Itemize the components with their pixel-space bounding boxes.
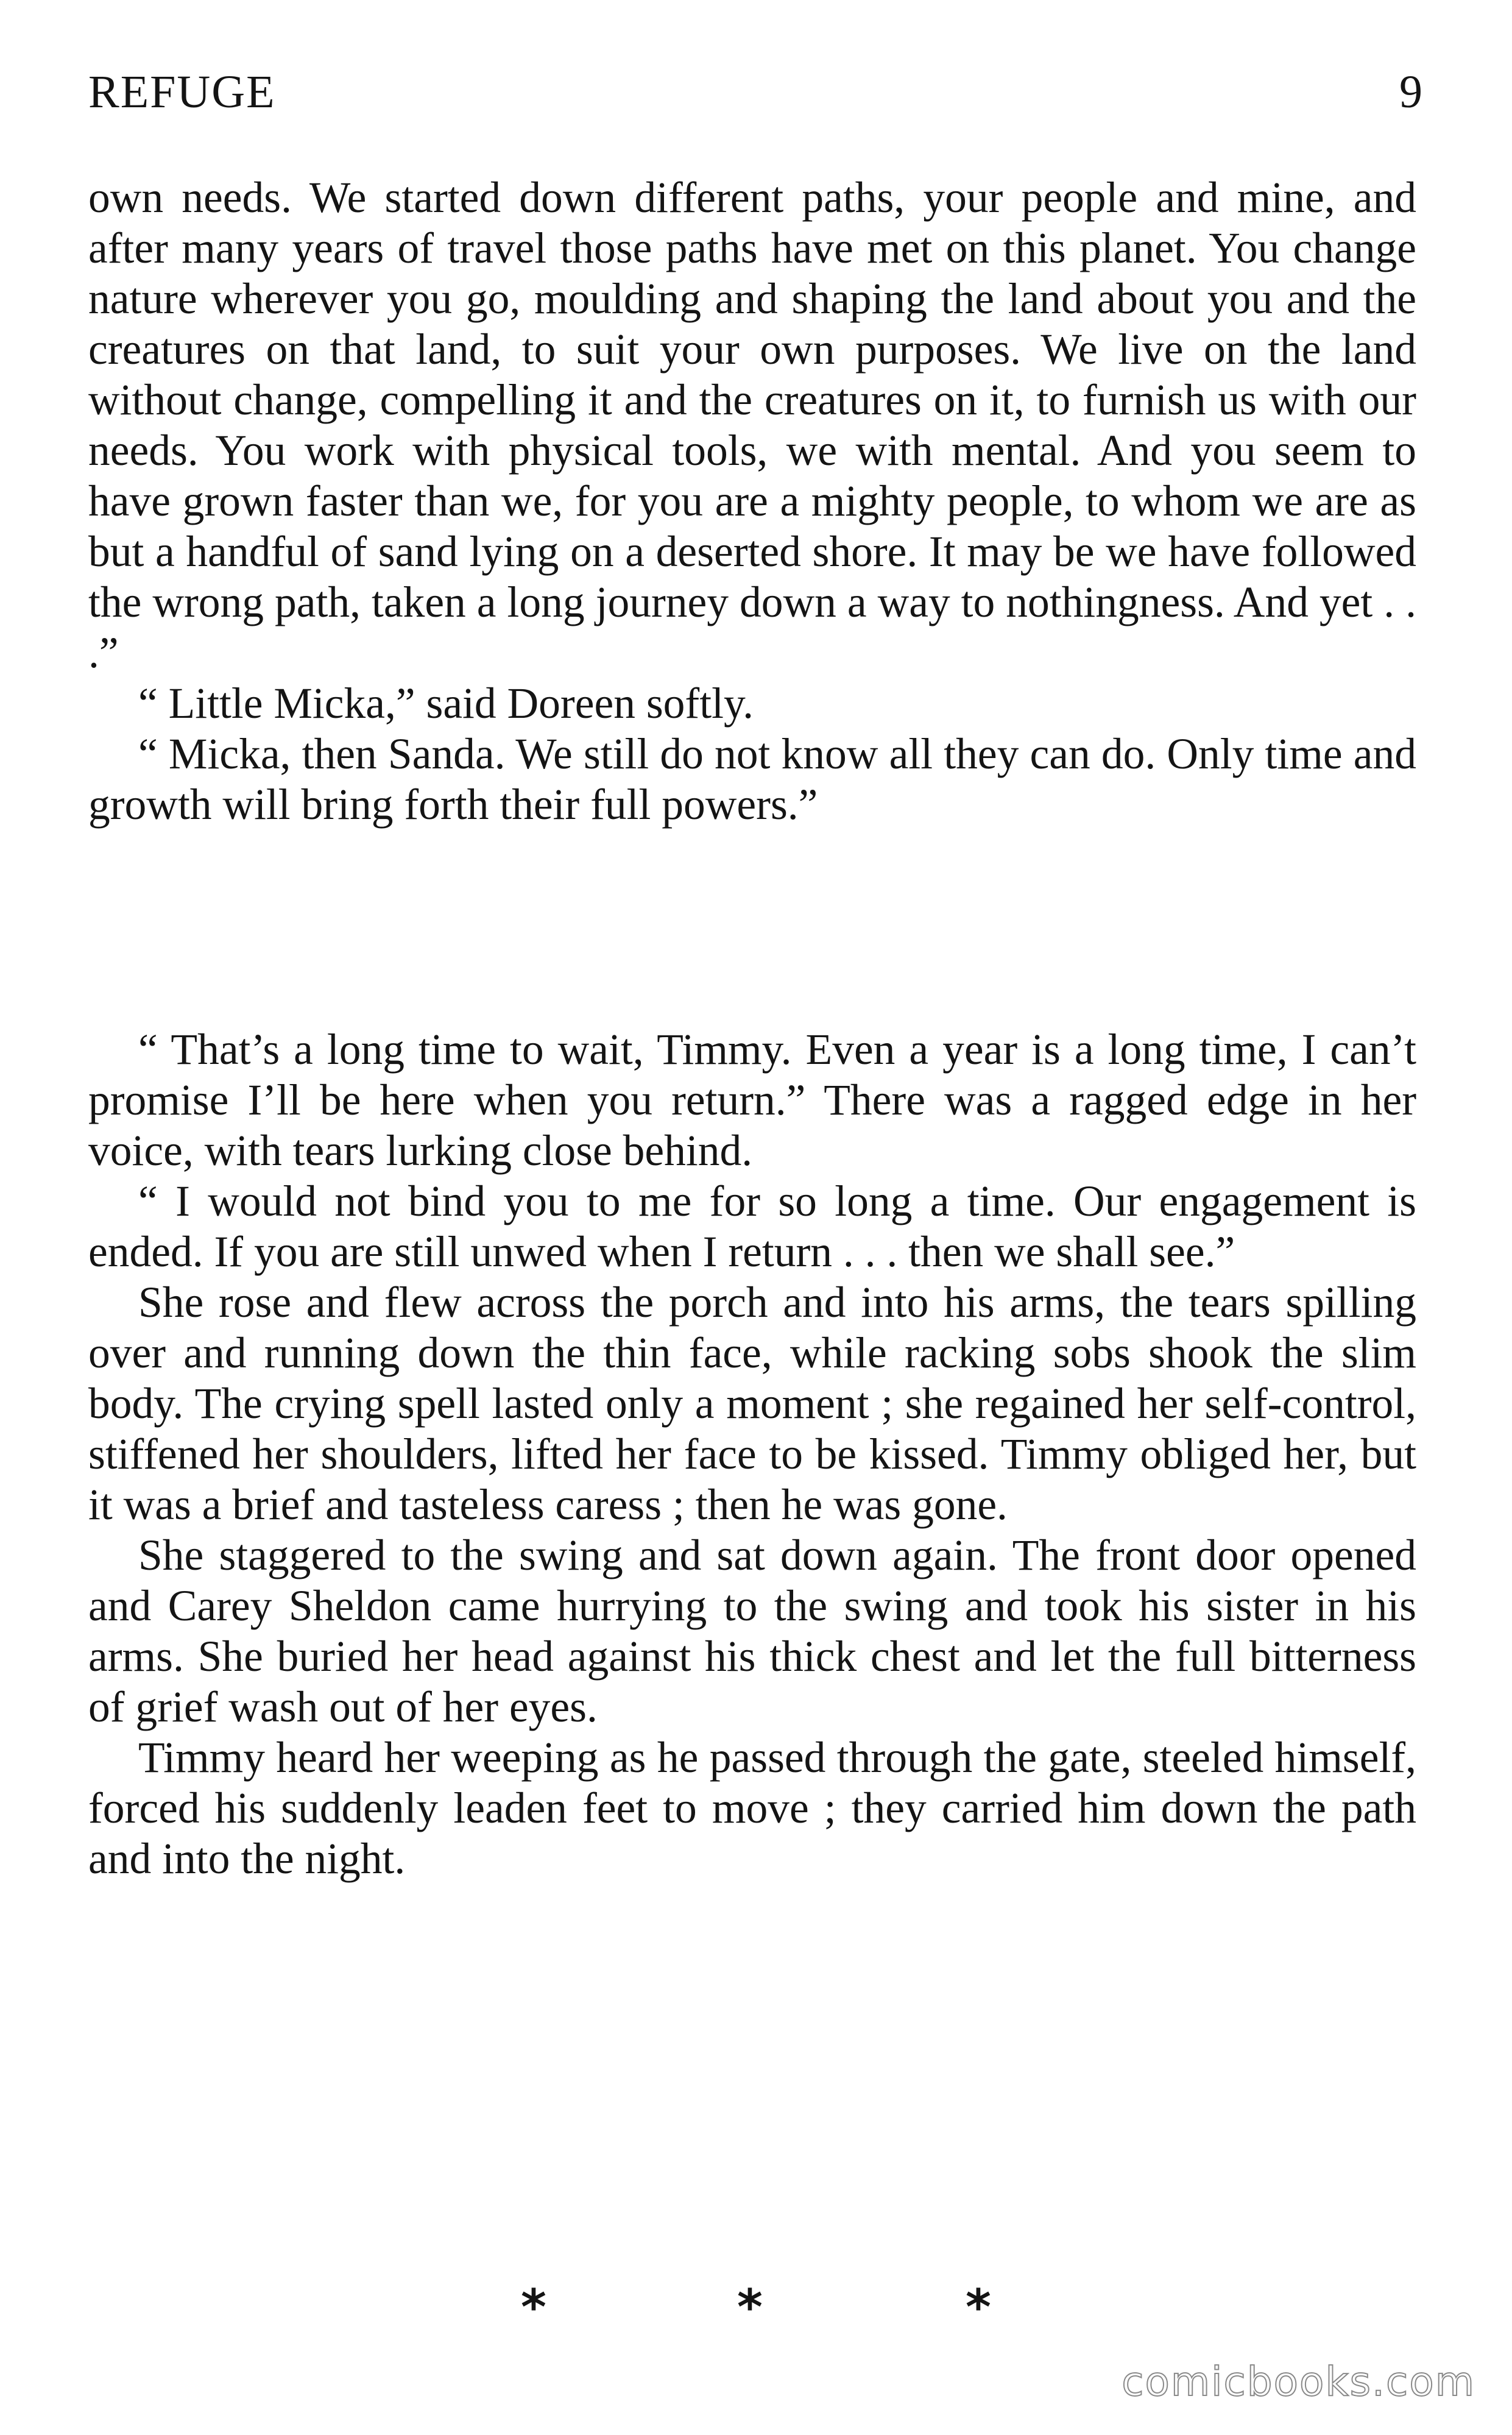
asterisk-mark: * (737, 2279, 763, 2336)
paragraph: She staggered to the swing and sat down again. The front door opened and Carey Sheldon came hurrying to the swing and took his sister in his arms. She buried her head against his thick chest and let the full bitterness of grief wash out of her eyes. (88, 1531, 1416, 1731)
paragraph: “ That’s a long time to wait, Timmy. Even a year is a long time, I can’t promise I’ll be here when you return.” There was a ragged edge in her voice, with tears lurking close behind. (88, 1026, 1416, 1175)
asterisk-mark: * (966, 2279, 991, 2336)
text-section-1 (88, 172, 1416, 830)
asterisk-mark: * (521, 2279, 546, 2336)
paragraph: “ I would not bind you to me for so long a time. Our engagement is ended. If you are still unwed when I return . . . then we shall see.” (88, 1177, 1416, 1276)
text-section-2 (88, 1024, 1416, 1884)
section-break-ornament (0, 2279, 1512, 2340)
watermark-logo: comicbooks.com (1122, 2358, 1475, 2405)
page-number: 9 (1399, 66, 1424, 118)
paragraph: “ Micka, then Sanda. We still do not know all they can do. Only time and growth will bring forth their full powers.” (88, 730, 1416, 829)
paragraph-continuation: own needs. We started down different paths, your people and mine, and after many years of travel those paths have met on this planet. You change nature wherever you go, moulding and shaping the land about you and the creatures on that land, to suit your own purposes. We live on the land without change, compelling it and the creatures on it, to furnish us with our needs. You work with physical tools, we with mental. And you seem to have grown faster than we, for you are a mighty people, to whom we are as but a handful of sand lying on a deserted shore. It may be we have followed the wrong path, taken a long journey down a way to nothingness. And yet . . .” (88, 174, 1416, 677)
paragraph: “ Little Micka,” said Doreen softly. (138, 679, 754, 728)
running-head (88, 66, 1424, 127)
paragraph: She rose and flew across the porch and into his arms, the tears spilling over and running down the thin face, while racking sobs shook the slim body. The crying spell lasted only a moment ; she regained her self-control, stiffened her shoulders, lifted her face to be kissed. Timmy obliged her, but it was a brief and tasteless caress ; then he was gone. (88, 1278, 1416, 1529)
running-title: REFUGE (88, 66, 276, 118)
paragraph: Timmy heard her weeping as he passed through the gate, steeled himself, forced his suddenly leaden feet to move ; they carried him down the path and into the night. (88, 1734, 1416, 1883)
